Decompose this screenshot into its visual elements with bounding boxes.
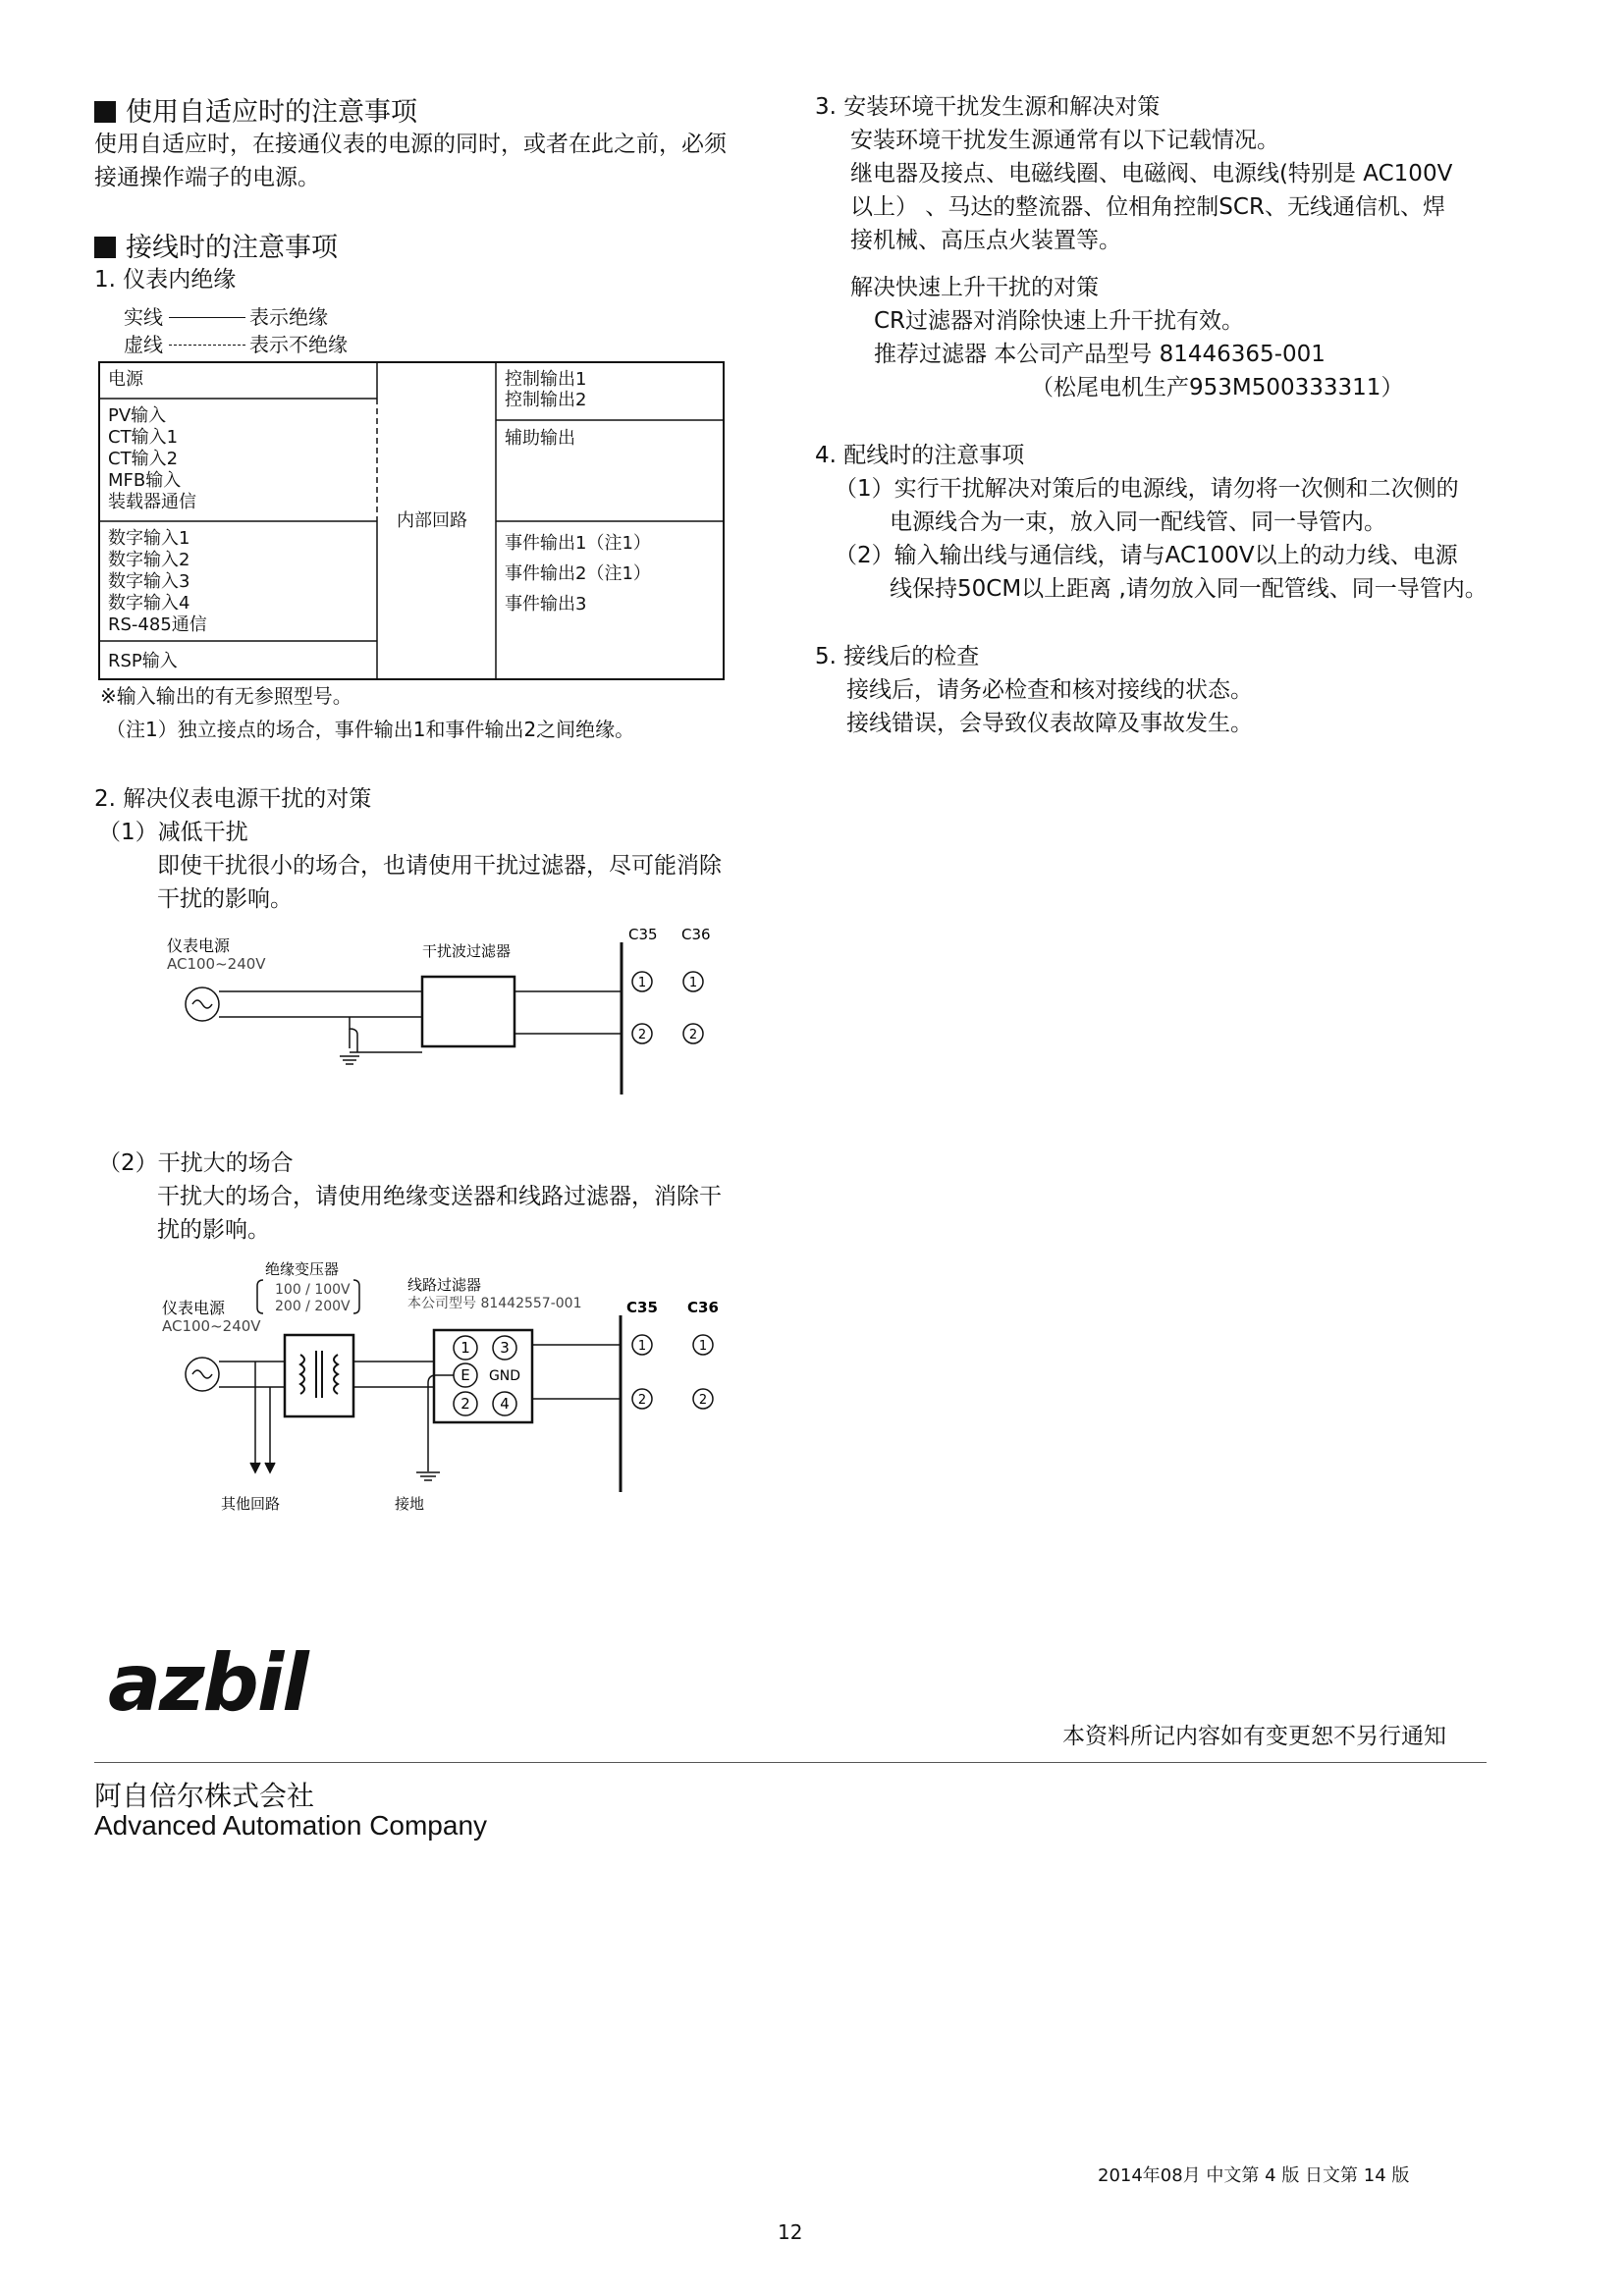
d2-filter-terminal-1: 1: [460, 1339, 470, 1357]
d2-ground-label: 接地: [395, 1495, 425, 1513]
reduce-body-line: 即使干扰很小的场合，也请使用干扰过滤器，尽可能消除: [157, 853, 722, 879]
change-notice: 本资料所记内容如有变更恕不另行通知: [1062, 1724, 1446, 1749]
d2-filter-gnd-label: GND: [488, 1368, 521, 1384]
square-bullet-icon: [94, 237, 116, 258]
cell-inputs-b: 数字输入1 数字输入2 数字输入3 数字输入4 RS-485通信: [108, 528, 207, 635]
adaptive-body-line: 接通操作端子的电源。: [94, 165, 320, 190]
d1-terminal-1-c36: 1: [688, 976, 698, 990]
d2-terminal-2-c36: 2: [698, 1393, 708, 1408]
heavy-noise-body-line: 扰的影响。: [157, 1217, 270, 1243]
d2-transformer-v2: 200 / 200V: [275, 1299, 351, 1314]
env-noise-body-line: 接机械、高压点火装置等。: [850, 228, 1121, 253]
env-noise-body-line: 安装环境干扰发生源通常有以下记载情况。: [850, 128, 1279, 153]
d2-terminal-1-c36: 1: [698, 1339, 708, 1354]
wiring-note-line: 线保持50CM以上距离 ,请勿放入同一配管线、同一导管内。: [890, 576, 1488, 602]
post-check-line: 接线后，请务必检查和核对接线的状态。: [846, 677, 1253, 703]
item-title-power-noise: 2. 解决仪表电源干扰的对策: [94, 786, 372, 812]
d2-other-circuit-label: 其他回路: [221, 1495, 281, 1513]
item-title-wiring-notes: 4. 配线时的注意事项: [815, 443, 1025, 468]
d2-filter-terminal-3: 3: [500, 1339, 510, 1357]
heavy-noise-body-line: 干扰大的场合，请使用绝缘变送器和线路过滤器，消除干: [157, 1184, 722, 1209]
section-heading-adaptive: 使用自适应时的注意事项: [94, 90, 417, 129]
wiring-note-line: （2）输入输出线与通信线，请与AC100V以上的动力线、电源: [835, 543, 1458, 568]
page-number: 12: [778, 2220, 803, 2244]
cell-aux-output: 辅助输出: [505, 428, 575, 449]
reduce-body-line: 干扰的影响。: [157, 886, 293, 912]
legend-dashed-line: [169, 345, 245, 346]
d1-source-label: 仪表电源: [167, 936, 231, 955]
d2-source-label: 仪表电源: [162, 1299, 226, 1317]
d1-terminal-1-c35: 1: [637, 976, 647, 990]
d1-terminal-2-c35: 2: [637, 1028, 647, 1042]
adaptive-body-line: 使用自适应时，在接通仪表的电源的同时，或者在此之前，必须: [94, 132, 727, 157]
d1-c35-label: C35: [628, 926, 658, 943]
fast-noise-line: （松尾电机生产953M500333311）: [1031, 375, 1404, 400]
d2-transformer-label: 绝缘变压器: [265, 1260, 340, 1278]
d2-c36-label: C36: [687, 1299, 719, 1316]
d2-transformer-v1: 100 / 100V: [275, 1282, 351, 1298]
d2-filter-terminal-e: E: [460, 1366, 470, 1384]
table-note-a: ※输入输出的有无参照型号。: [100, 684, 352, 708]
wiring-note-line: 电源线合为一束，放入同一配线管、同一导管内。: [890, 509, 1386, 535]
cell-power: 电源: [108, 369, 143, 390]
item-title-env-noise: 3. 安装环境干扰发生源和解决对策: [815, 94, 1161, 120]
sub-title-heavy-noise: （2）干扰大的场合: [98, 1150, 294, 1176]
env-noise-body-line: 以上） 、马达的整流器、位相角控制SCR、无线通信机、焊: [850, 194, 1445, 220]
legend-solid-desc: 表示绝缘: [249, 305, 328, 329]
d1-filter-label: 干扰波过滤器: [422, 942, 512, 960]
item-title-insulation: 1. 仪表内绝缘: [94, 267, 237, 293]
d2-filter-terminal-4: 4: [500, 1395, 510, 1413]
d2-c35-label: C35: [626, 1299, 658, 1316]
section-heading-wiring: 接线时的注意事项: [94, 226, 338, 264]
d2-line-filter-model: 本公司型号 81442557-001: [407, 1296, 582, 1311]
d2-source-voltage: AC100~240V: [162, 1317, 261, 1335]
azbil-logo: azbil: [108, 1637, 307, 1729]
d1-terminal-2-c36: 2: [688, 1028, 698, 1042]
legend-dashed-label: 虚线: [124, 333, 163, 356]
isolation-transformer-box: [285, 1335, 353, 1416]
wiring-note-line: （1）实行干扰解决对策后的电源线，请勿将一次侧和二次侧的: [835, 476, 1459, 502]
noise-filter-wiring-diagram: [157, 923, 746, 1099]
d2-line-filter-label: 线路过滤器: [407, 1276, 482, 1294]
company-name-cn: 阿自倍尔株式会社: [94, 1780, 315, 1812]
cell-event-output: 事件输出1（注1） 事件输出2（注1） 事件输出3: [505, 533, 651, 614]
square-bullet-icon: [94, 101, 116, 123]
legend-solid-line: [169, 317, 245, 318]
d2-filter-terminal-2: 2: [460, 1395, 470, 1413]
d1-source-voltage: AC100~240V: [167, 955, 266, 973]
table-note-b: （注1）独立接点的场合，事件输出1和事件输出2之间绝缘。: [106, 718, 635, 741]
item-title-post-check: 5. 接线后的检查: [815, 644, 980, 669]
legend-dashed-desc: 表示不绝缘: [249, 333, 348, 356]
cell-rsp: RSP输入: [108, 651, 178, 671]
sub-title-reduce: （1）减低干扰: [98, 820, 248, 845]
cell-inputs-a: PV输入 CT输入1 CT输入2 MFB输入 装载器通信: [108, 405, 196, 512]
cell-control-output: 控制输出1 控制输出2: [505, 369, 587, 410]
noise-filter-box: [422, 977, 514, 1046]
d1-c36-label: C36: [681, 926, 711, 943]
fast-noise-title: 解决快速上升干扰的对策: [850, 275, 1099, 300]
fast-noise-line: CR过滤器对消除快速上升干扰有效。: [874, 308, 1245, 334]
cell-internal-circuit: 内部回路: [397, 510, 467, 531]
legend-solid-label: 实线: [124, 305, 163, 329]
d2-terminal-1-c35: 1: [637, 1339, 647, 1354]
env-noise-body-line: 继电器及接点、电磁线圈、电磁阀、电源线(特别是 AC100V: [850, 161, 1453, 187]
footer-divider: [94, 1762, 1487, 1763]
post-check-line: 接线错误，会导致仪表故障及事故发生。: [846, 711, 1253, 736]
fast-noise-line: 推荐过滤器 本公司产品型号 81446365-001: [874, 342, 1326, 367]
edition-info: 2014年08月 中文第 4 版 日文第 14 版: [1098, 2165, 1410, 2186]
transformer-line-filter-diagram: [157, 1256, 746, 1522]
d2-terminal-2-c35: 2: [637, 1393, 647, 1408]
company-name-en: Advanced Automation Company: [94, 1810, 488, 1841]
